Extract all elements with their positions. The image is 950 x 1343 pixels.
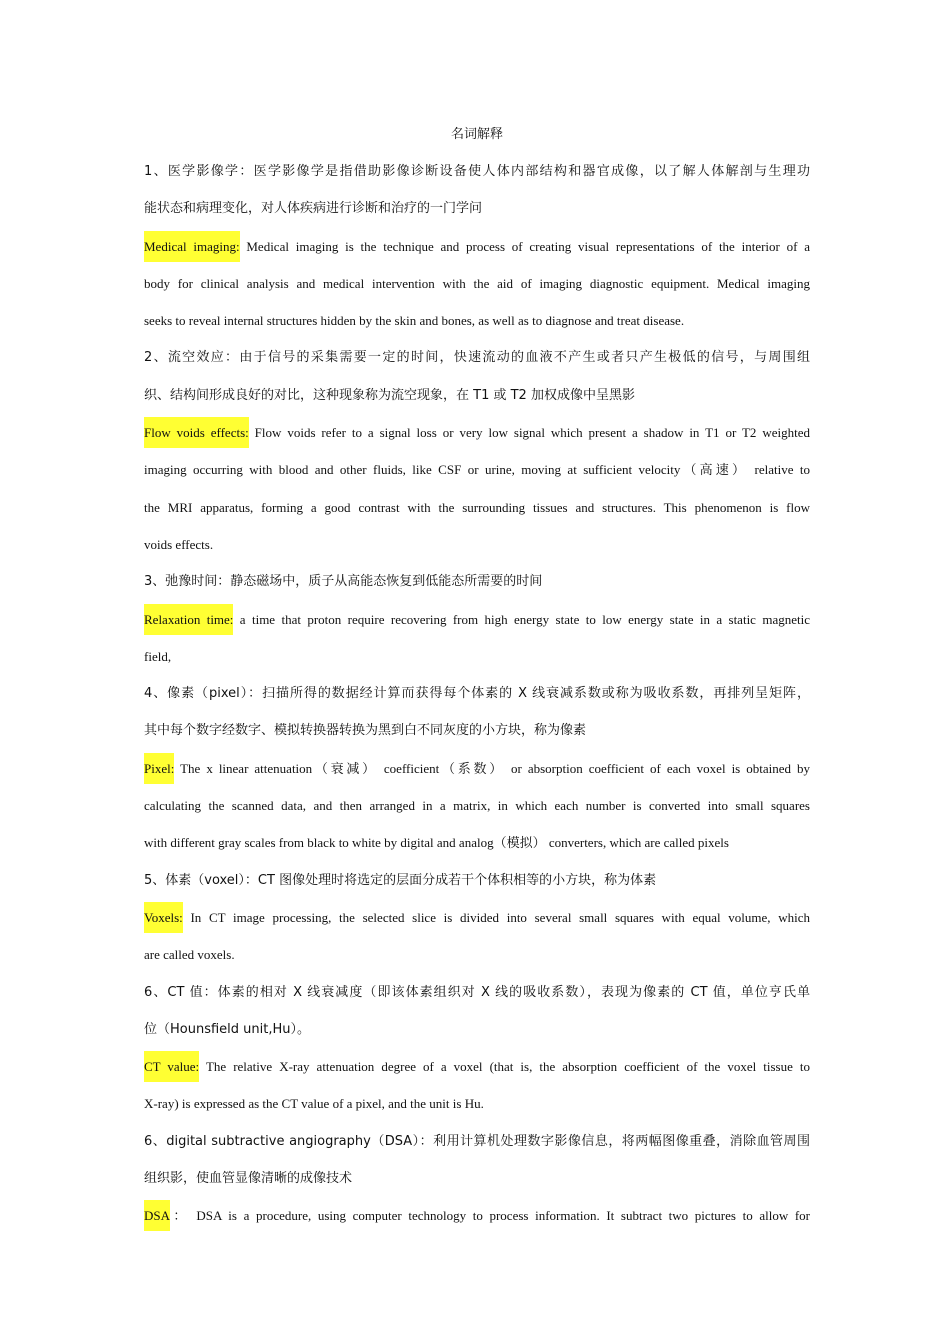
line-text: with different gray scales from black to white by digital and analog（模拟） converters, which are called pixels	[144, 835, 729, 851]
line-text: 1、医学影像学：医学影像学是指借助影像诊断设备使人体内部结构和器官成像，以了解人体解剖与生理功	[144, 164, 810, 179]
text-line	[144, 302, 810, 339]
text-line	[144, 936, 810, 973]
text-line	[144, 1197, 810, 1234]
line-text: field,	[144, 648, 172, 664]
document-body	[144, 116, 810, 1235]
line-text: Medical imaging is the technique and process of creating visual representations of the interior of a	[239, 238, 810, 254]
text-line	[144, 1085, 810, 1122]
text-line	[144, 265, 810, 302]
line-text: ： DSA is a procedure, using computer technology to process information. It subtract two pictures to allow for	[170, 1208, 810, 1224]
line-text: calculating the scanned data, and then arranged in a matrix, in which each number is converted into small squares	[144, 798, 810, 814]
text-line	[144, 1160, 810, 1197]
text-line	[144, 638, 810, 675]
line-text: are called voxels.	[144, 947, 235, 963]
text-line	[144, 489, 810, 526]
text-line	[144, 526, 810, 563]
line-text: 6、digital subtractive angiography（DSA）：利用计算机处理数字影像信息，将两幅图像重叠，消除血管周围	[144, 1133, 810, 1149]
text-line	[144, 153, 810, 190]
line-text: Flow voids refer to a signal loss or very low signal which present a shadow in T1 or T2 weighted	[248, 425, 810, 441]
line-text: seeks to reveal internal structures hidden by the skin and bones, as well as to diagnose and treat disease.	[144, 313, 685, 329]
text-line	[144, 1123, 810, 1160]
line-text: the MRI apparatus, forming a good contrast with the surrounding tissues and structures. This phenomenon is flow	[144, 499, 810, 515]
line-text: 4、像素（pixel）：扫描所得的数据经计算而获得每个体素的 X 线衰减系数或称为吸收系数，再排列呈矩阵，	[144, 686, 810, 702]
line-text: X-ray) is expressed as the CT value of a pixel, and the unit is Hu.	[144, 1096, 484, 1112]
line-text: a time that proton require recovering from high energy state to low energy state in a static magnetic	[233, 611, 810, 627]
line-text: 织、结构间形成良好的对比，这种现象称为流空现象，在 T1 或 T2 加权成像中呈黑影	[144, 387, 635, 403]
text-line	[144, 899, 810, 936]
text-line	[144, 190, 810, 227]
line-text: 位（Hounsfield unit,Hu）。	[144, 1021, 310, 1037]
line-text: 其中每个数字经数字、模拟转换器转换为黑到白不同灰度的小方块，称为像素	[144, 723, 587, 739]
text-line	[144, 824, 810, 861]
text-line	[144, 1011, 810, 1048]
text-line	[144, 750, 810, 787]
text-line	[144, 862, 810, 899]
line-text: In CT image processing, the selected slice is divided into several small squares with equal volume, which	[182, 909, 810, 925]
highlighted-term: DSA	[144, 1200, 170, 1231]
text-line	[144, 712, 810, 749]
line-text: 5、体素（voxel）：CT 图像处理时将选定的层面分成若干个体积相等的小方块，称为体素	[144, 872, 657, 888]
line-text: 能状态和病理变化，对人体疾病进行诊断和治疗的一门学问	[144, 201, 483, 217]
text-line	[144, 228, 810, 265]
line-text: 3、弛豫时间：静态磁场中，质子从高能态恢复到低能态所需要的时间	[144, 574, 543, 590]
highlighted-term: CT value:	[144, 1051, 199, 1082]
text-line	[144, 675, 810, 712]
text-line	[144, 787, 810, 824]
text-line	[144, 1048, 810, 1085]
highlighted-term: Flow voids effects:	[144, 417, 249, 448]
text-line	[144, 451, 810, 488]
text-line	[144, 974, 810, 1011]
text-line	[144, 563, 810, 600]
line-text: The x linear attenuation（衰减） coefficient（系数） or absorption coefficient of each voxel is obtained by	[174, 760, 810, 776]
highlighted-term: Relaxation time:	[144, 604, 233, 635]
line-text: 组织影，使血管显像清晰的成像技术	[144, 1171, 353, 1187]
line-text: 6、CT 值：体素的相对 X 线衰减度（即该体素组织对 X 线的吸收系数），表现为像素的 CT 值，单位亨氏单	[144, 984, 810, 1000]
page-title: 名词解释	[450, 127, 503, 142]
highlighted-term: Medical imaging:	[144, 231, 240, 262]
line-text: voids effects.	[144, 536, 214, 552]
highlighted-term: Pixel:	[144, 753, 174, 784]
line-text: The relative X-ray attenuation degree of a voxel (that is, the absorption coefficient of the voxel tissue to	[199, 1059, 810, 1075]
text-line	[144, 601, 810, 638]
text-lines	[144, 153, 810, 1235]
text-line	[144, 414, 810, 451]
highlighted-term: Voxels:	[144, 902, 183, 933]
line-text: body for clinical analysis and medical intervention with the aid of imaging diagnostic equipment. Medical imaging	[144, 275, 810, 291]
text-line	[144, 377, 810, 414]
line-text: 2、流空效应：由于信号的采集需要一定的时间，快速流动的血液不产生或者只产生极低的信号，与周围组	[144, 350, 810, 366]
line-text: imaging occurring with blood and other fluids, like CSF or urine, moving at sufficient velocity（高速） relative to	[144, 462, 810, 478]
text-line	[144, 339, 810, 376]
